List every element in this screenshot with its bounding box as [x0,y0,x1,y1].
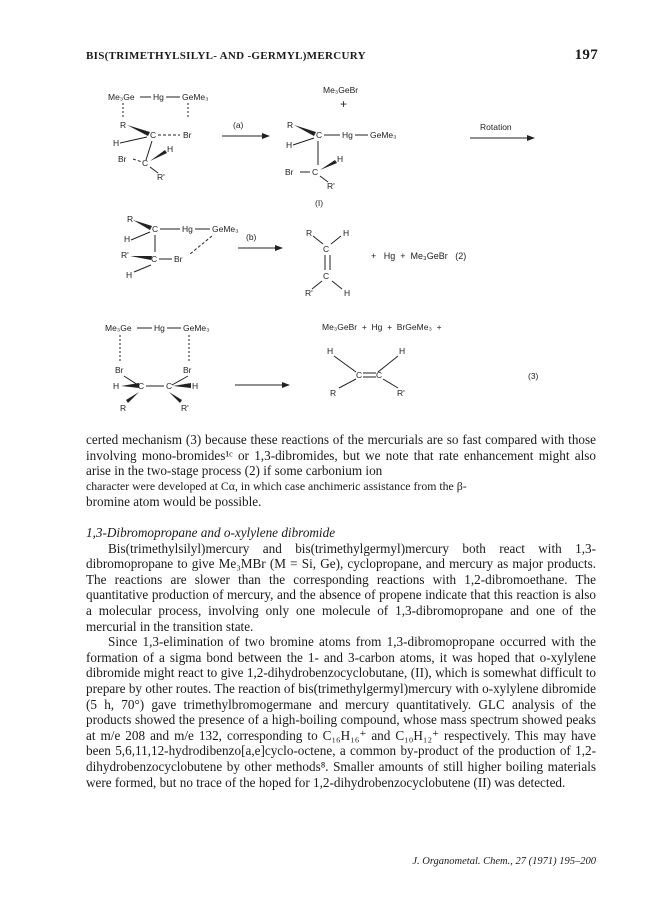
eq1i-r: R [287,120,294,130]
eq2-h1: H [124,234,131,244]
eq2-c2: C [151,254,158,264]
eq3-products: Me₃GeBr + Hg + BrGeMe₃ + [322,322,442,332]
compound-I-label: (I) [315,198,324,208]
eq3-br2: Br [183,365,192,375]
page-number: 197 [574,47,598,63]
eq2p-r: R [306,228,313,238]
eq3-h1: H [113,381,120,391]
eq1-plus: + [340,97,348,111]
eq1-hg: Hg [153,92,164,102]
eq3p-h1: H [327,346,334,356]
footer-citation: J. Organometal. Chem., 27 (1971) 195–200 [412,856,596,867]
eq3-br1: Br [115,365,124,375]
eq2p-rp: R' [305,288,313,298]
eq2-h2: H [126,270,133,280]
eq1-br1: Br [183,130,192,140]
eq3-r: R [120,403,127,413]
rotation-label: Rotation [480,122,512,132]
eq1i-hg: Hg [342,130,353,140]
eq1i-geme3: GeMe₃ [370,130,397,140]
eq2-products: + Hg + Me₃GeBr (2) [371,251,467,261]
eq3-geme3: GeMe₃ [183,323,210,333]
eq3-c2: C [166,381,173,391]
eq3p-r: R [330,388,337,398]
eq3p-h2: H [399,346,406,356]
eq3-c1: C [138,381,145,391]
arrow-a-label: (a) [233,120,244,130]
eq1i-c2: C [312,167,319,177]
eq1i-br: Br [285,167,294,177]
paragraph-1-small: character were developed at Cα, in which case anchimeric assistance from the β- [86,478,467,493]
eq2-geme3: GeMe₃ [212,224,239,234]
eq3-h2: H [192,381,199,391]
paragraph-3: Since 1,3-elimination of two bromine atoms from 1,3-dibromopropane occurred with the formation of a sigma bond between the 1- and 3-carbon atoms, it was hoped that o-xylylene dibromide might react to give 1,2-dihydrobenzocyclobutane, (II), which is somewhat difficult to prepare by other routes. The reaction of bis(trimethylgermyl)mercury with o-xylylene dibromide (5 h, 70°) gave trimethylbromogermane and mercury quantitatively. GLC analysis of the products showed the presence of a high-boiling compound, whose mass spectrum showed peaks at m/e 208 and m/e 132, corresponding to C₁₆H₁₆⁺ and C₁₀H₁₂⁺ respectively. This may have been 5,6,11,12-hydrodibenzo[a,e]cyclo-octene, a common by-product of the production of 1,2-dihydrobenzocyclobutene by other methods⁸. Smaller amounts of still higher boiling materials were formed, but no trace of the hoped for 1,2-dihydrobenzocyclobutene (II) was detected. [86,634,596,790]
eq3-me3ge: Me₃Ge [105,323,132,333]
eq3p-rp: R' [397,388,405,398]
eq3-rp: R' [181,403,189,413]
eq2-br: Br [174,254,183,264]
eq1-h1: H [113,138,120,148]
eq1i-h2: H [337,154,344,164]
eq1-rp: R' [157,172,165,182]
eq3p-c2: C [376,370,383,380]
eq1-br2: Br [118,154,127,164]
eq1-me3ge: Me₃Ge [108,92,135,102]
eq1i-c1: C [316,130,323,140]
eq1-h2: H [167,144,174,154]
paragraph-2: Bis(trimethylsilyl)mercury and bis(trimethylgermyl)mercury both react with 1,3-dibromopropane to give Me₃MBr (M = Si, Ge), cyclopropane, and mercury as major products. The reactions are slower than the corresponding reactions with 1,2-dibromoethane. The quantitative production of mercury, and the absence of propene indicate that this reaction is also a molecular process, involving only one molecule of 1,3-dibromopropane and one of the mercurial in the transition state. [86,540,596,634]
eq3-hg: Hg [154,323,165,333]
paragraph-1 [86,432,596,510]
eq1i-rp: R' [327,181,335,191]
arrow-b-label: (b) [246,232,257,242]
eq2p-h2: H [344,288,351,298]
section-heading: 1,3-Dibromopropane and o-xylylene dibromide [86,525,336,540]
eq1-c1: C [150,130,157,140]
eq1-r: R [120,120,127,130]
reaction-scheme [0,0,672,420]
eq1-c2: C [142,158,149,168]
eq2p-c1: C [323,244,330,254]
eq1i-h1: H [286,140,293,150]
running-title: BIS(TRIMETHYLSILYL- AND -GERMYL)MERCURY [86,50,366,62]
section-dibromopropane [86,525,596,790]
eq1-me3gebr: Me₃GeBr [323,85,359,95]
eq3p-c1: C [356,370,363,380]
paragraph-1-end: bromine atom would be possible. [86,494,262,510]
eq2-hg: Hg [182,224,193,234]
eq2-rp: R' [121,250,129,260]
eq2-c1: C [152,224,159,234]
eq2-r: R [127,214,134,224]
eq2p-c2: C [323,271,330,281]
eq2p-h1: H [343,228,350,238]
paragraph-1-main: certed mechanism (3) because these reactions of the mercurials are so fast compared with those involving mono-bromides¹ᶜ or 1,3-dibromides, but we note that rate enhancement might also arise in the two-stage process (2) if some carbonium ion [86,432,596,479]
eq3-number: (3) [528,371,539,381]
eq1-geme3: GeMe₃ [182,92,209,102]
